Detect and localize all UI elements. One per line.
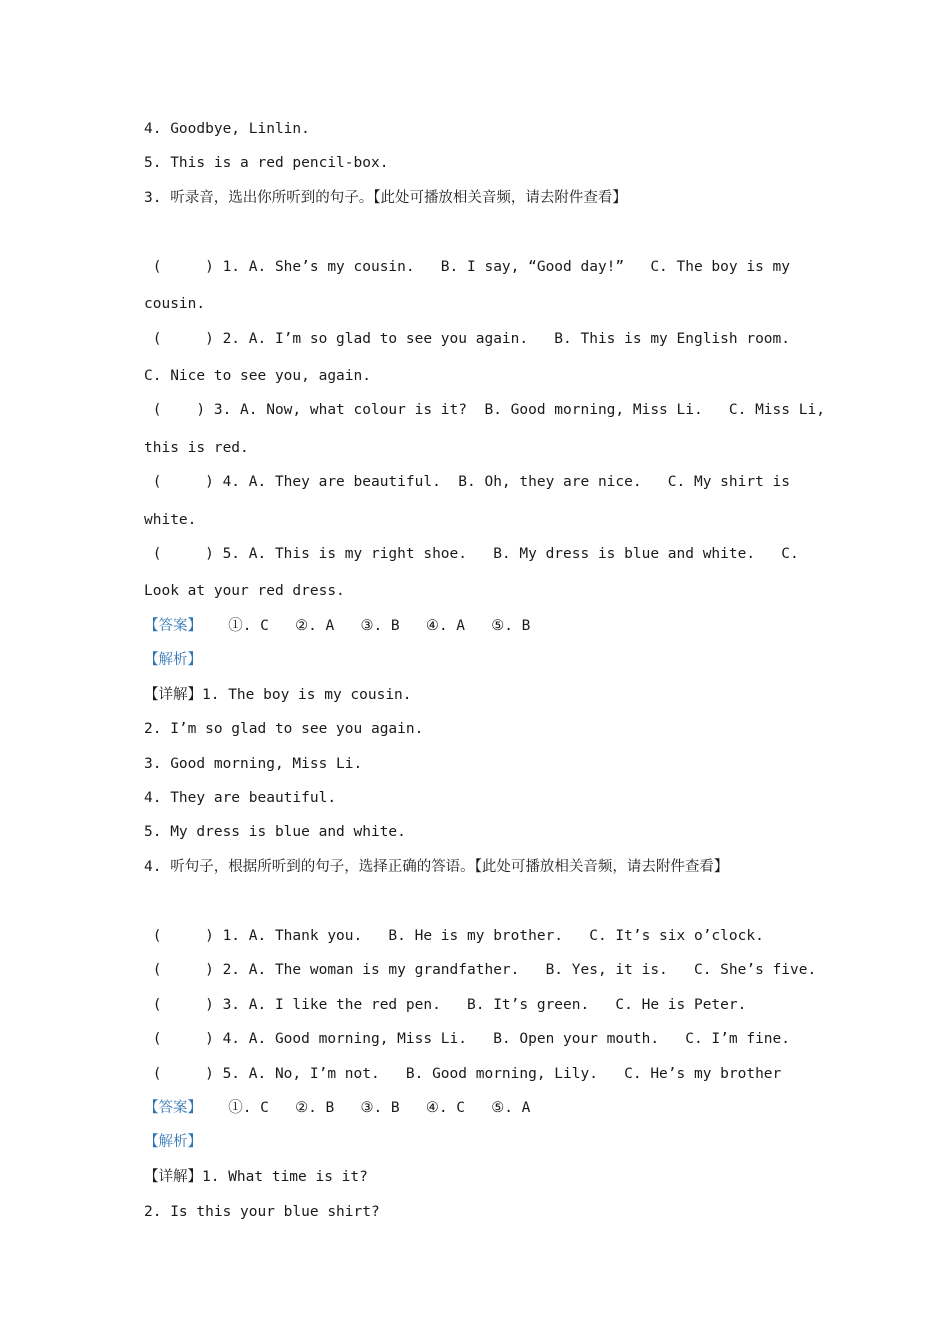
answer-line	[144, 616, 530, 636]
question-line: Look at your red dress.	[144, 583, 345, 599]
question-line: ( ) 3. A. Now, what colour is it? B. Good morning, Miss Li. C. Miss Li,	[144, 402, 825, 418]
detail-line: 4. They are beautiful.	[144, 790, 337, 806]
question-line: ( ) 3. A. I like the red pen. B. It’s green. C. He is Peter.	[144, 997, 747, 1013]
answer-values: ①. C ②. A ③. B ④. A ⑤. B	[202, 618, 531, 634]
detail-line: 2. I’m so glad to see you again.	[144, 721, 424, 737]
analysis-label: 【解析】	[144, 1134, 202, 1150]
answer-label: 【答案】	[144, 618, 202, 634]
question-line: ( ) 1. A. She’s my cousin. B. I say, “Good day!” C. The boy is my	[144, 259, 791, 275]
answer-line	[144, 1098, 530, 1118]
question-line: ( ) 4. A. They are beautiful. B. Oh, they are nice. C. My shirt is	[144, 474, 791, 490]
question-line: ( ) 1. A. Thank you. B. He is my brother. C. It’s six o’clock.	[144, 928, 764, 944]
detail-line: 5. My dress is blue and white.	[144, 824, 406, 840]
answer-label: 【答案】	[144, 1100, 202, 1116]
detail-line: 2. Is this your blue shirt?	[144, 1204, 380, 1220]
question-line: C. Nice to see you, again.	[144, 368, 371, 384]
question-line: ( ) 2. A. The woman is my grandfather. B. Yes, it is. C. She’s five.	[144, 962, 817, 978]
section-heading: 4. 听句子，根据所听到的句子，选择正确的答语。【此处可播放相关音频，请去附件查看】	[144, 859, 729, 875]
analysis-label: 【解析】	[144, 652, 202, 668]
detail-line: 【详解】1. What time is it?	[144, 1169, 368, 1185]
question-line: cousin.	[144, 296, 206, 312]
answer-values: ①. C ②. B ③. B ④. C ⑤. A	[202, 1100, 531, 1116]
question-line: ( ) 5. A. No, I’m not. B. Good morning, Lily. C. He’s my brother	[144, 1066, 782, 1082]
question-line: white.	[144, 512, 197, 528]
question-line: ( ) 4. A. Good morning, Miss Li. B. Open your mouth. C. I’m fine.	[144, 1031, 791, 1047]
text-line: 5. This is a red pencil-box.	[144, 155, 389, 171]
question-line: ( ) 2. A. I’m so glad to see you again. B. This is my English room.	[144, 331, 791, 347]
detail-line: 3. Good morning, Miss Li.	[144, 756, 363, 772]
section-heading: 3. 听录音，选出你所听到的句子。【此处可播放相关音频，请去附件查看】	[144, 190, 627, 206]
text-line: 4. Goodbye, Linlin.	[144, 121, 310, 137]
detail-line: 【详解】1. The boy is my cousin.	[144, 687, 412, 703]
question-line: this is red.	[144, 440, 249, 456]
question-line: ( ) 5. A. This is my right shoe. B. My dress is blue and white. C.	[144, 546, 799, 562]
